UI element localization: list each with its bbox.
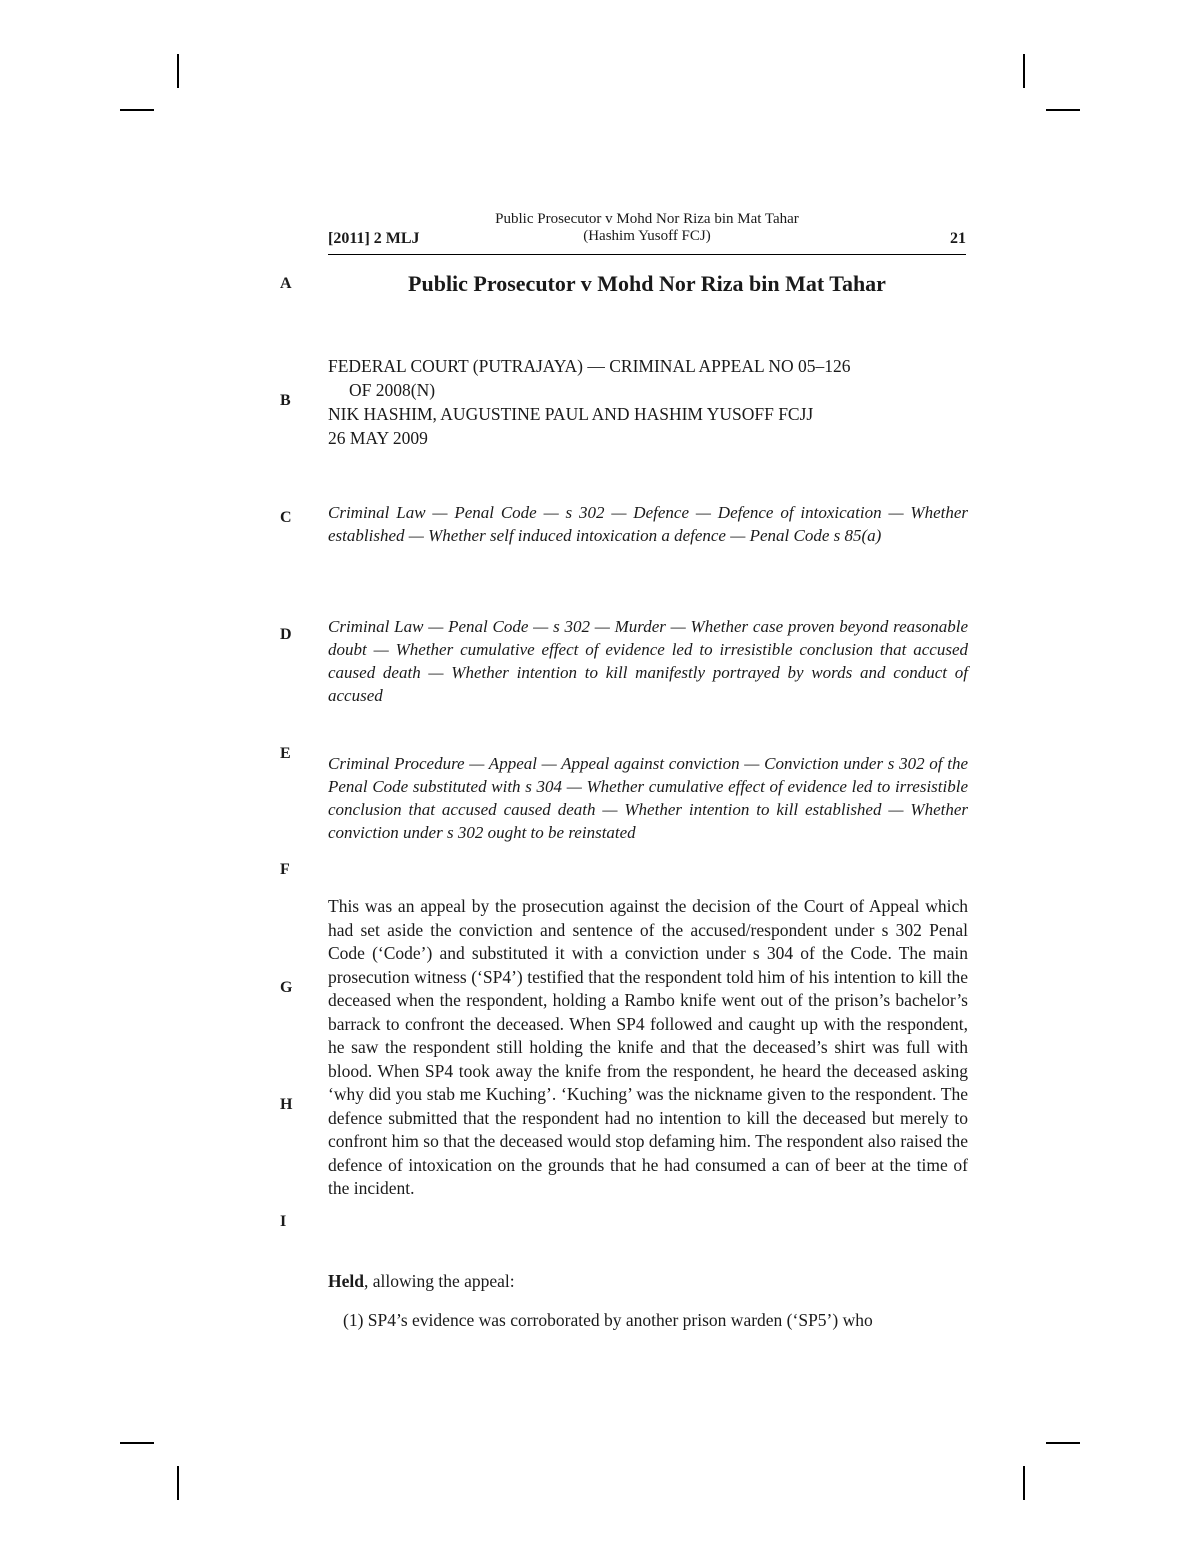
case-summary: This was an appeal by the prosecution against the decision of the Court of Appeal which had set aside the conviction and sentence of the accused/respondent under s 302 Penal Code (‘Code’) and substituted it with a conviction under s 304 of the Code. The main prosecution witness (‘SP4’) testified that the respondent told him of his intention to kill the deceased when the respondent, holding a Rambo knife went out of the prison’s bachelor’s barrack to confront the deceased. When SP4 followed and caught up with the respondent, he saw the respondent still holding the knife and that the deceased’s shirt was full with blood. When SP4 took away the knife from the respondent, he heard the deceased asking ‘why did you stab me Kuching’. ‘Kuching’ was the nickname given to the respondent. The defence submitted that the respondent had no intention to kill the deceased but merely to confront him so that the deceased would stop defaming him. The respondent also raised the defence of intoxication on the grounds that he had consumed a can of beer at the time of the incident. [328, 896, 968, 1198]
catchword-2: Criminal Law — Penal Code — s 302 — Murder — Whether case proven beyond reasonable doubt — Whether cumulative effect of evidence led to irresistible conclusion that accused caused death — Whether intention to kill manifestly portrayed by words and conduct of accused [328, 617, 968, 705]
crop-mark [1046, 1442, 1080, 1444]
margin-letter-h: H [280, 1096, 293, 1113]
margin-letter-e: E [280, 745, 291, 762]
running-title [328, 211, 966, 245]
held-line [328, 1271, 515, 1292]
margin-letter-d: D [280, 626, 292, 643]
court-info [328, 354, 968, 450]
crop-mark [120, 109, 154, 111]
crop-mark [1046, 109, 1080, 111]
margin-letter-i: I [280, 1213, 287, 1230]
running-header [328, 210, 966, 255]
held-label: Held [328, 1271, 364, 1291]
catchword-1: Criminal Law — Penal Code — s 302 — Defence — Defence of intoxication — Whether established — Whether self induced intoxication a defence — Penal Code s 85(a) [328, 503, 968, 545]
citation: [2011] 2 MLJ [328, 230, 420, 247]
decision-date: 26 MAY 2009 [328, 428, 428, 448]
margin-letter-b: B [280, 392, 291, 409]
margin-letter-a: A [280, 275, 292, 292]
catchword-3: Criminal Procedure — Appeal — Appeal against conviction — Conviction under s 302 of the Penal Code substituted with s 304 — Whether cumulative effect of evidence led to irresistible conclusion that accused caused death — Whether intention to kill established — Whether conviction under s 302 ought to be reinstated [328, 754, 968, 842]
running-title-line1: Public Prosecutor v Mohd Nor Riza bin Mat Tahar [495, 211, 799, 227]
crop-mark [1023, 1466, 1025, 1500]
judges: NIK HASHIM, AUGUSTINE PAUL AND HASHIM YUSOFF FCJJ [328, 404, 814, 424]
crop-mark [177, 54, 179, 88]
crop-mark [1023, 54, 1025, 88]
margin-letter-c: C [280, 509, 292, 526]
court-line2: OF 2008(N) [349, 380, 436, 400]
case-title: Public Prosecutor v Mohd Nor Riza bin Mat Tahar [408, 271, 886, 296]
running-title-line2: (Hashim Yusoff FCJ) [583, 228, 711, 244]
crop-mark [120, 1442, 154, 1444]
held-point-1: (1) SP4’s evidence was corroborated by another prison warden (‘SP5’) who [343, 1310, 873, 1330]
margin-letter-f: F [280, 861, 290, 878]
margin-letter-g: G [280, 979, 293, 996]
page-number: 21 [950, 230, 966, 247]
court-line1: FEDERAL COURT (PUTRAJAYA) — CRIMINAL APPEAL NO 05–126 [328, 356, 851, 376]
crop-mark [177, 1466, 179, 1500]
held-text: , allowing the appeal: [363, 1271, 515, 1291]
